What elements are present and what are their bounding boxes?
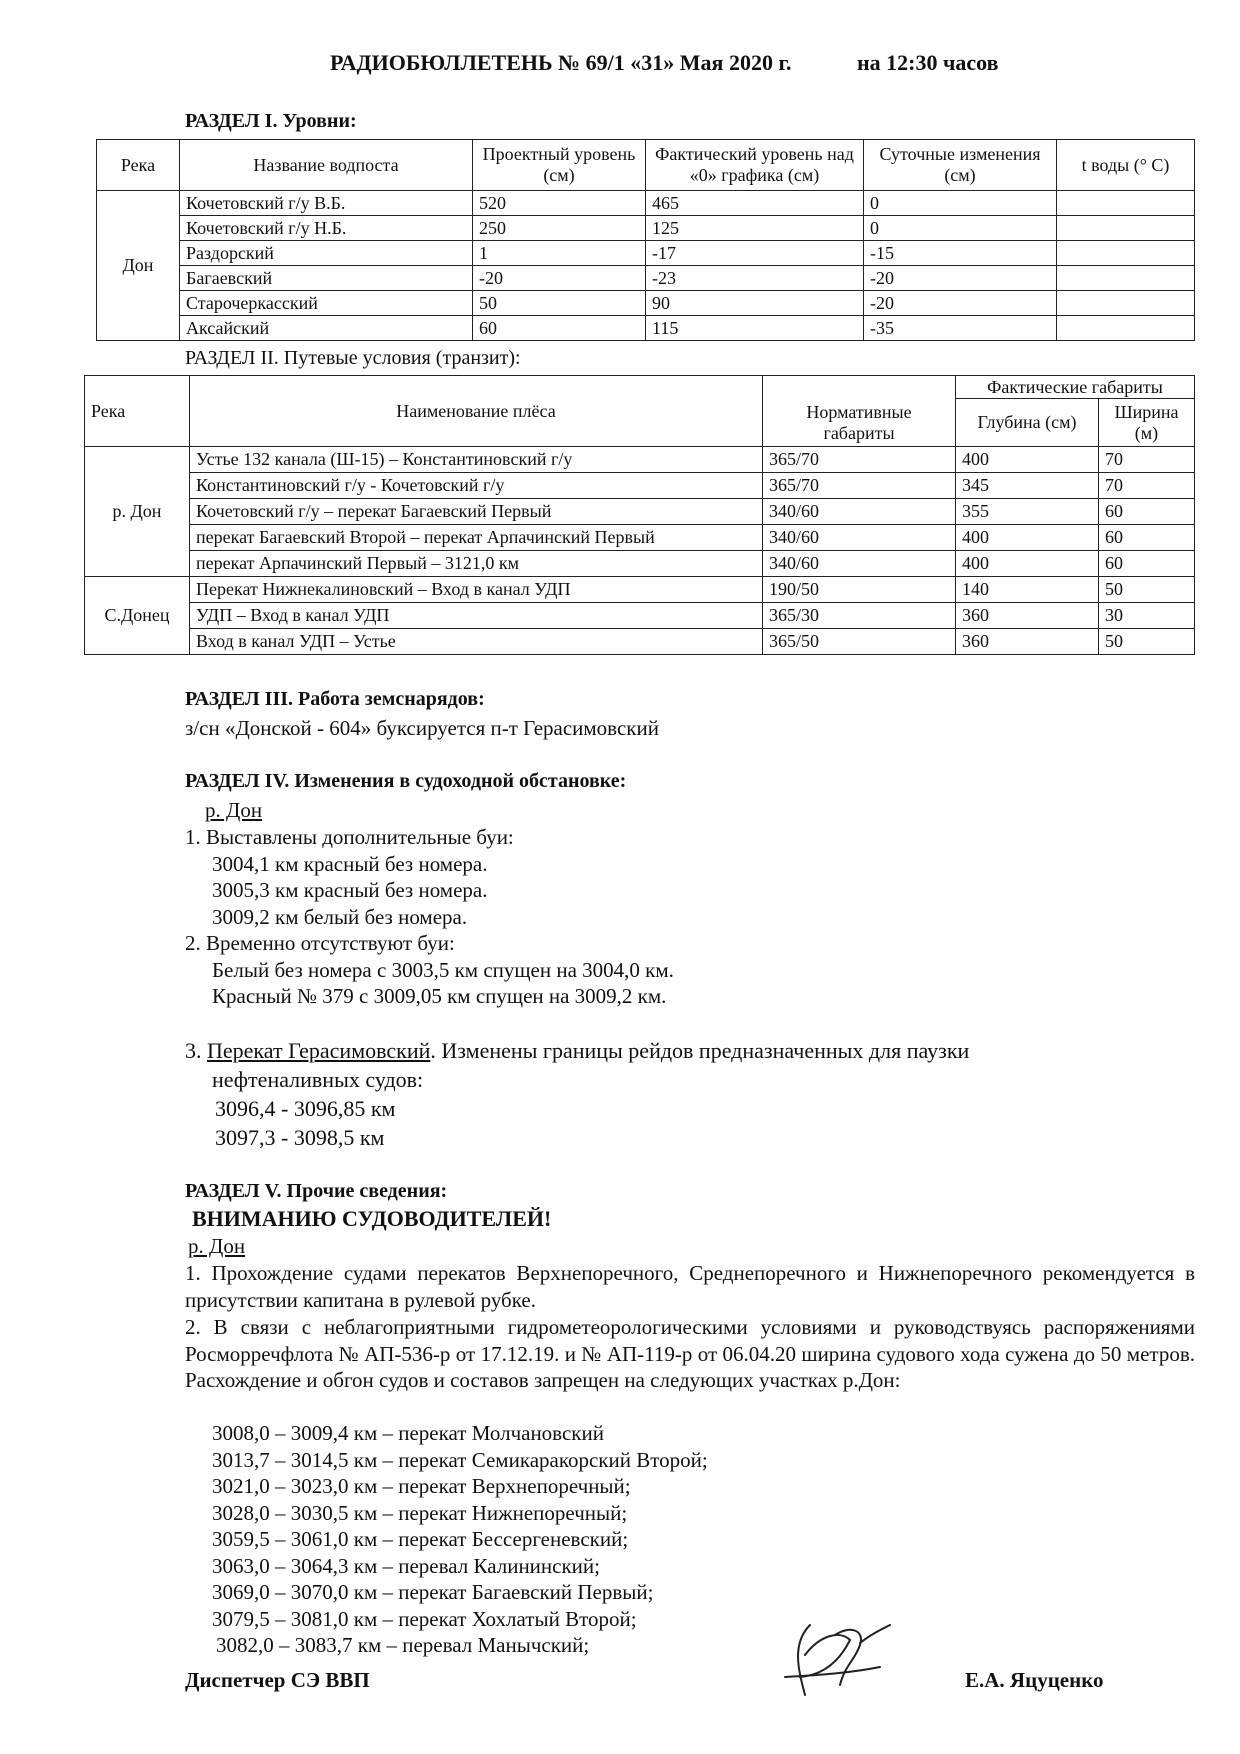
table-row: [97, 316, 1195, 341]
item1-heading: 1. Выставлены дополнительные буи:: [185, 825, 514, 849]
cell: 60: [1099, 499, 1195, 525]
col-project-level: Проектный уровень (см): [473, 140, 646, 191]
cell: Аксайский: [180, 316, 473, 341]
table-row: [85, 473, 1195, 499]
cell: -17: [646, 241, 864, 266]
transit-header-row: [85, 376, 1195, 399]
cell: -23: [646, 266, 864, 291]
section4-item1: [185, 824, 674, 1010]
cell: 115: [646, 316, 864, 341]
bulletin-time: на 12:30 часов: [856, 50, 999, 75]
col-norm: Нормативные габариты: [763, 376, 956, 447]
levels-header-row: [97, 140, 1195, 191]
cell: 340/60: [763, 525, 956, 551]
attention-heading: ВНИМАНИЮ СУДОВОДИТЕЛЕЙ!: [192, 1206, 552, 1231]
list-item: 3009,2 км белый без номера.: [212, 904, 468, 929]
cell: [1057, 241, 1195, 266]
cell: 70: [1099, 473, 1195, 499]
cell: 50: [473, 291, 646, 316]
cell: 365/30: [763, 603, 956, 629]
cell: -20: [864, 291, 1057, 316]
river-cell: С.Донец: [85, 577, 190, 655]
cell: 355: [956, 499, 1099, 525]
section5-river: р. Дон: [188, 1234, 246, 1258]
col-actual: Фактические габариты: [956, 376, 1195, 399]
cell: Багаевский: [180, 266, 473, 291]
list-item: 3063,0 – 3064,3 км – перевал Калининский;: [212, 1553, 600, 1578]
section2-title: РАЗДЕЛ II. Путевые условия (транзит):: [185, 347, 521, 369]
list-item: Красный № 379 с 3009,05 км спущен на 3009,2 км.: [212, 984, 667, 1008]
cell: Раздорский: [180, 241, 473, 266]
table-row: [85, 603, 1195, 629]
list-item: 3004,1 км красный без номера.: [212, 851, 488, 876]
cell: перекат Арпачинский Первый – 3121,0 км: [190, 551, 763, 577]
cell: 360: [956, 603, 1099, 629]
item2-heading: 2. Временно отсутствуют буи:: [185, 931, 455, 955]
section4-title: РАЗДЕЛ IV. Изменения в судоходной обстановке:: [185, 770, 627, 792]
cell: -20: [473, 266, 646, 291]
cell: Старочеркасский: [180, 291, 473, 316]
signer-role: Диспетчер СЭ ВВП: [185, 1668, 370, 1692]
list-item: 3069,0 – 3070,0 км – перекат Багаевский Первый;: [212, 1580, 654, 1604]
transit-table: [84, 375, 1195, 655]
section1-title: РАЗДЕЛ I. Уровни:: [185, 110, 357, 132]
cell: 250: [473, 216, 646, 241]
item3-place: Перекат Герасимовский: [207, 1038, 431, 1063]
cell: 400: [956, 447, 1099, 473]
table-row: [97, 291, 1195, 316]
col-daily-change: Суточные изменения (см): [864, 140, 1057, 191]
cell: 520: [473, 191, 646, 216]
item3-text: . Изменены границы рейдов предназначенных для паузки: [430, 1038, 970, 1063]
list-item: 3008,0 – 3009,4 км – перекат Молчановский: [212, 1421, 604, 1445]
cell: 0: [864, 216, 1057, 241]
river-cell: р. Дон: [85, 447, 190, 577]
cell: Кочетовский г/у Н.Б.: [180, 216, 473, 241]
cell: Вход в канал УДП – Устье: [190, 629, 763, 655]
section5-item1: 1. Прохождение судами перекатов Верхнепоречного, Среднепоречного и Нижнепоречного рекомендуется в присутствии капитана в рулевой рубке.: [185, 1261, 1195, 1312]
cell: 365/50: [763, 629, 956, 655]
cell: -20: [864, 266, 1057, 291]
cell: [1057, 266, 1195, 291]
cell: 1: [473, 241, 646, 266]
col-actual-level: Фактический уровень над «0» графика (см): [646, 140, 864, 191]
cell: 365/70: [763, 447, 956, 473]
section5-title: РАЗДЕЛ V. Прочие сведения:: [185, 1180, 448, 1202]
bulletin-title-text: РАДИОБЮЛЛЕТЕНЬ № 69/1 «31» Мая 2020 г.: [330, 50, 792, 75]
table-row: [97, 216, 1195, 241]
item3-number: 3.: [185, 1038, 202, 1063]
cell: 50: [1099, 629, 1195, 655]
bulletin-title: [330, 50, 998, 76]
list-item: 3021,0 – 3023,0 км – перекат Верхнепоречный;: [212, 1474, 631, 1498]
section3-title: РАЗДЕЛ III. Работа земснарядов:: [185, 688, 485, 710]
table-row: [85, 525, 1195, 551]
list-item: 3082,0 – 3083,7 км – перевал Манычский;: [216, 1633, 590, 1657]
col-width: Ширина (м): [1099, 399, 1195, 447]
table-row: [97, 191, 1195, 216]
cell: -35: [864, 316, 1057, 341]
cell: 70: [1099, 447, 1195, 473]
list-item: 3097,3 - 3098,5 км: [215, 1125, 385, 1150]
cell: перекат Багаевский Второй – перекат Арпачинский Первый: [190, 525, 763, 551]
list-item: 3028,0 – 3030,5 км – перекат Нижнепоречный;: [212, 1500, 628, 1525]
section5-item2: 2. В связи с неблагоприятными гидрометеорологическими условиями и руководствуясь распоряжениями Росморречфлота № АП-536-р от 17.12.19. и № АП-119-р от 06.04.20 ширина судового хода сужена до 50 метров. Расхождение и обгон судов и составов запрещен на следующих участках р.Дон:: [185, 1315, 1195, 1392]
section4-item3: [185, 1036, 969, 1152]
cell: УДП – Вход в канал УДП: [190, 603, 763, 629]
list-item: 3059,5 – 3061,0 км – перекат Бессергеневский;: [212, 1527, 629, 1551]
cell: -15: [864, 241, 1057, 266]
restricted-sections-list: [212, 1420, 708, 1659]
cell: 400: [956, 525, 1099, 551]
levels-table: [96, 139, 1195, 341]
cell: 340/60: [763, 551, 956, 577]
list-item: Белый без номера с 3003,5 км спущен на 3004,0 км.: [212, 957, 674, 982]
section3-text: з/сн «Донской - 604» буксируется п-т Герасимовский: [185, 716, 659, 740]
col-water-temp: t воды (° С): [1057, 140, 1195, 191]
cell: 60: [1099, 551, 1195, 577]
col-reach: Наименование плёса: [190, 376, 763, 447]
cell: 90: [646, 291, 864, 316]
cell: Кочетовский г/у В.Б.: [180, 191, 473, 216]
item3-text2: нефтеналивных судов:: [212, 1067, 424, 1092]
cell: [1057, 291, 1195, 316]
list-item: 3079,5 – 3081,0 км – перекат Хохлатый Второй;: [212, 1606, 637, 1631]
cell: 360: [956, 629, 1099, 655]
cell: [1057, 316, 1195, 341]
cell: 340/60: [763, 499, 956, 525]
river-cell: Дон: [97, 191, 180, 341]
cell: [1057, 216, 1195, 241]
cell: 0: [864, 191, 1057, 216]
cell: 140: [956, 577, 1099, 603]
signer-name: Е.А. Яцуценко: [965, 1668, 1104, 1692]
list-item: 3005,3 км красный без номера.: [212, 878, 488, 902]
table-row: [85, 629, 1195, 655]
cell: 50: [1099, 577, 1195, 603]
cell: 60: [1099, 525, 1195, 551]
cell: 125: [646, 216, 864, 241]
table-row: [85, 447, 1195, 473]
cell: Перекат Нижнекалиновский – Вход в канал УДП: [190, 577, 763, 603]
table-row: [97, 241, 1195, 266]
col-river: Река: [97, 140, 180, 191]
cell: 345: [956, 473, 1099, 499]
cell: Кочетовский г/у – перекат Багаевский Первый: [190, 499, 763, 525]
cell: 400: [956, 551, 1099, 577]
table-row: [85, 499, 1195, 525]
cell: Устье 132 канала (Ш-15) – Константиновский г/у: [190, 447, 763, 473]
cell: 465: [646, 191, 864, 216]
section4-river: р. Дон: [205, 798, 263, 822]
table-row: [85, 577, 1195, 603]
col-depth: Глубина (см): [956, 399, 1099, 447]
cell: 365/70: [763, 473, 956, 499]
col-river: Река: [85, 376, 190, 447]
cell: Константиновский г/у - Кочетовский г/у: [190, 473, 763, 499]
cell: 190/50: [763, 577, 956, 603]
list-item: 3013,7 – 3014,5 км – перекат Семикаракорский Второй;: [212, 1447, 708, 1472]
cell: [1057, 191, 1195, 216]
cell: 60: [473, 316, 646, 341]
table-row: [97, 266, 1195, 291]
cell: 30: [1099, 603, 1195, 629]
list-item: 3096,4 - 3096,85 км: [215, 1096, 396, 1121]
signature-image: [780, 1605, 900, 1705]
col-post: Название водпоста: [180, 140, 473, 191]
table-row: [85, 551, 1195, 577]
